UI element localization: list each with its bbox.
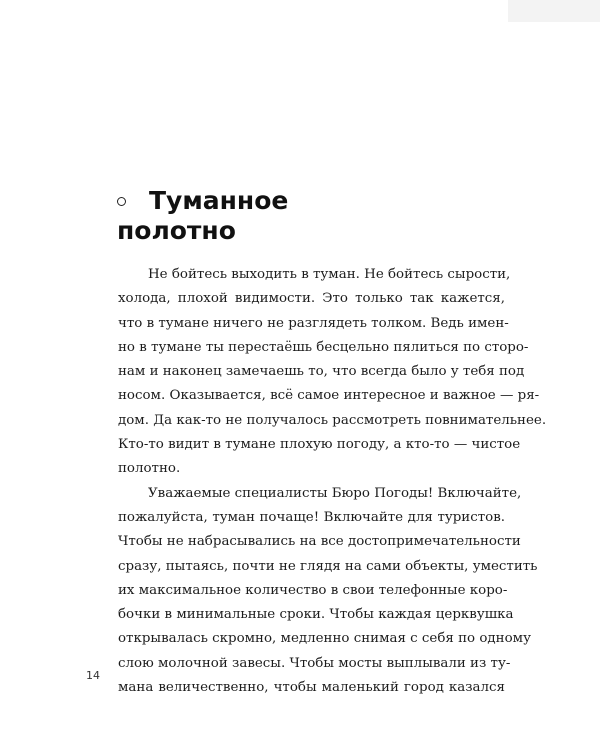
paragraph-2-line: пожалуйста, туман почаще! Включайте для туристов.	[118, 509, 505, 525]
paragraph-1-line: но в тумане ты перестаёшь бесцельно пялиться по сторо-	[118, 339, 529, 355]
paragraph-2-line: бочки в минимальные сроки. Чтобы каждая церквушка	[118, 607, 514, 623]
paragraph-1-line: носом. Оказывается, всё самое интересное и важное — ря-	[118, 388, 540, 404]
body-text	[118, 263, 547, 700]
heading-line: полотно	[117, 216, 236, 245]
heading-line: Туманное	[149, 186, 289, 215]
paragraph-1-line: Не бойтесь выходить в туман. Не бойтесь сырости,	[148, 267, 511, 282]
page-corner-shade	[508, 0, 600, 22]
paragraph-1-line: что в тумане ничего не разглядеть толком. Ведь имен-	[118, 315, 509, 331]
paragraph-2-line: мана величественно, чтобы маленький город казался	[118, 680, 505, 696]
paragraph-1-line: полотно.	[118, 461, 181, 477]
paragraph-2-line: открывалась скромно, медленно снимая с себя по одному	[118, 631, 531, 647]
paragraph-1-line: Кто-то видит в тумане плохую погоду, а кто-то — чистое	[118, 437, 521, 453]
paragraph-2-line: Чтобы не набрасывались на все достопримечательности	[118, 534, 521, 550]
paragraph-2-line: сразу, пытаясь, почти не глядя на сами объекты, уместить	[118, 558, 538, 574]
paragraph-2-line: их максимальное количество в свои телефонные коро-	[118, 582, 508, 598]
paragraph-2-line: Уважаемые специалисты Бюро Погоды! Включайте,	[148, 485, 522, 501]
paragraph-1-line: холода, плохой видимости. Это только так кажется,	[118, 291, 505, 307]
circle-bullet-icon	[117, 197, 126, 206]
section-heading	[117, 186, 437, 246]
paragraph-2-line: слою молочной завесы. Чтобы мосты выплывали из ту-	[118, 655, 511, 671]
page-number: 14	[86, 669, 100, 682]
paragraph-1-line: нам и наконец замечаешь то, что всегда было у тебя под	[118, 364, 525, 380]
paragraph-1-line: дом. Да как-то не получалось рассмотреть повнимательнее.	[118, 412, 547, 428]
